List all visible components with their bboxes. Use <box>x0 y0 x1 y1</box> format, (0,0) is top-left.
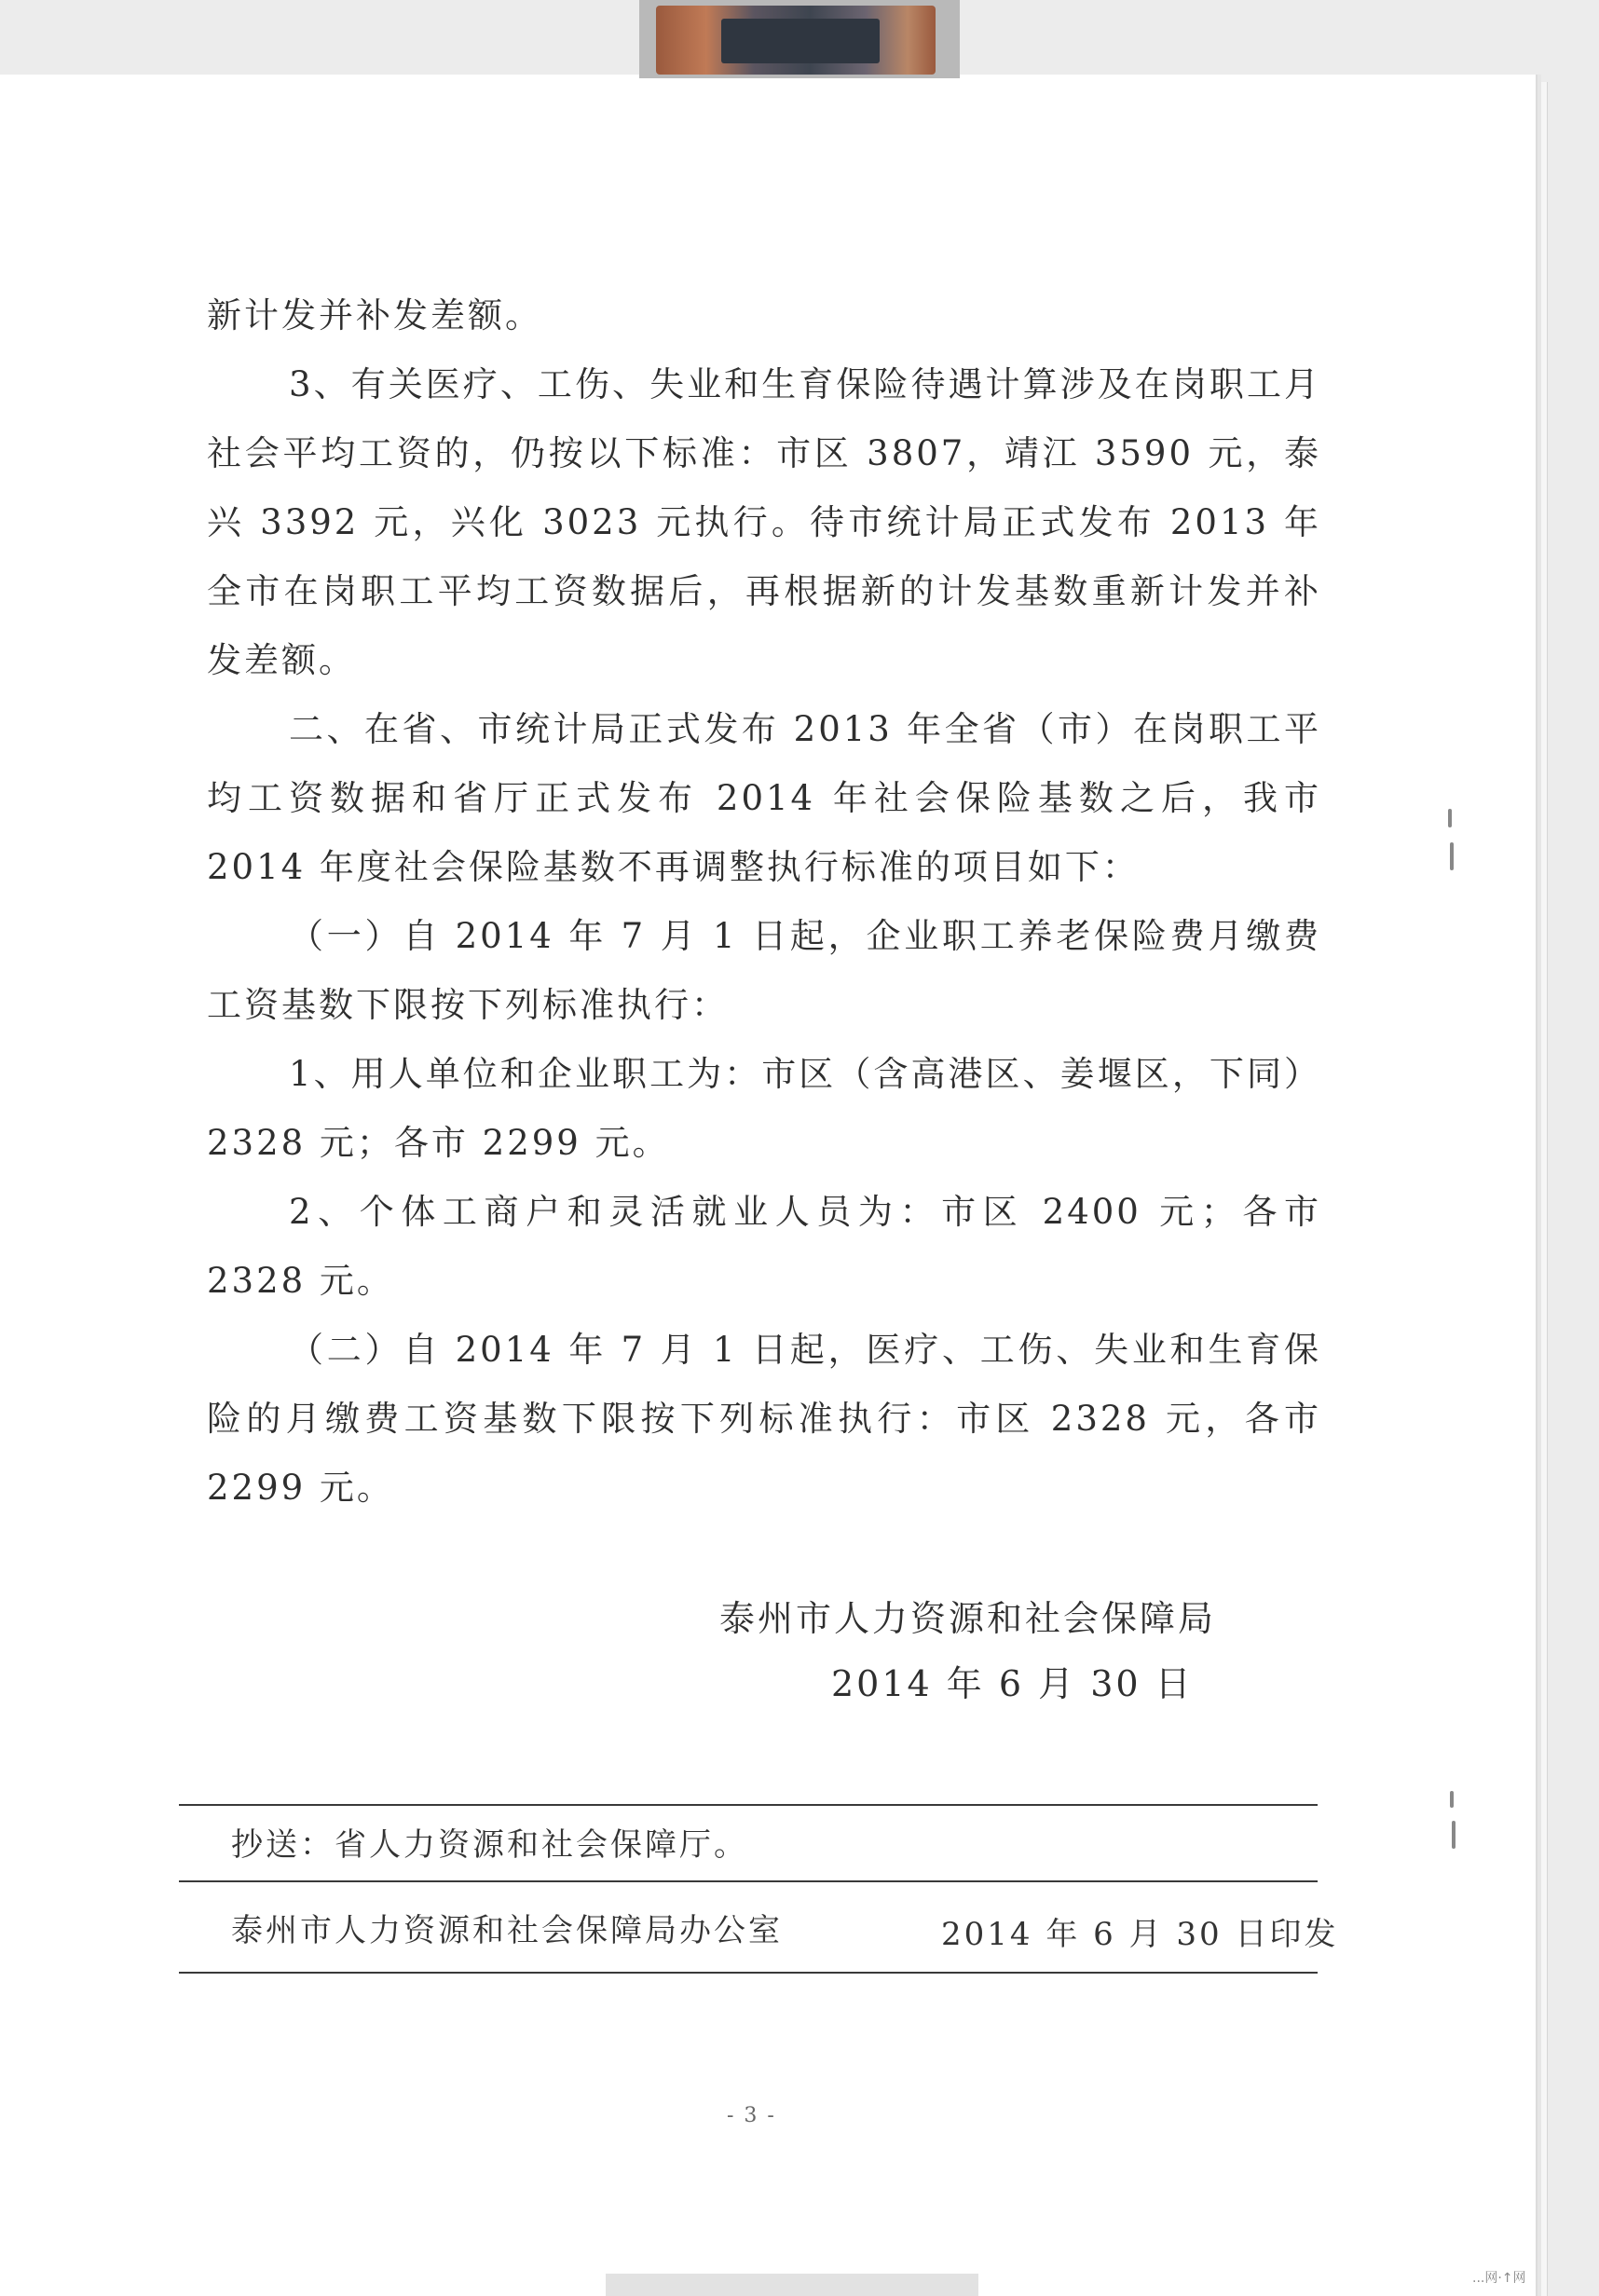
margin-mark <box>1450 1791 1454 1808</box>
issue-date: 2014 年 6 月 30 日 <box>831 1663 1194 1704</box>
paragraph: （二）自 2014 年 7 月 1 日起，医疗、工伤、失业和生育保险的月缴费工资基数下限按下列标准执行：市区 2328 元，各市 2299 元。 <box>207 1330 1321 1508</box>
binder-clip-body <box>656 6 936 75</box>
bottom-edge-strip <box>606 2274 978 2296</box>
issuer-signature: 泰州市人力资源和社会保障局 <box>719 1598 1217 1639</box>
page-number: - 3 - <box>727 2104 776 2127</box>
footer-rule-top <box>179 1804 1318 1806</box>
binder-clip <box>639 0 960 78</box>
paragraph: 3、有关医疗、工伤、失业和生育保险待遇计算涉及在岗职工月社会平均工资的，仍按以下标准：市区 3807，靖江 3590 元，泰兴 3392 元，兴化 3023 元执行。待市统计局正式发布 2013 年全市在岗职工平均工资数据后，再根据新的计发基数重新计发并补发差额。 <box>207 364 1321 680</box>
paragraph: 二、在省、市统计局正式发布 2013 年全省（市）在岗职工平均工资数据和省厅正式发布 2014 年社会保险基数之后，我市 2014 年度社会保险基数不再调整执行标准的项目如下： <box>207 709 1321 887</box>
footer-rule-middle <box>179 1880 1318 1882</box>
cc-line: 抄送：省人力资源和社会保障厅。 <box>231 1826 748 1864</box>
paragraph: 1、用人单位和企业职工为：市区（含高港区、姜堰区，下同）2328 元；各市 2299 元。 <box>207 1054 1321 1163</box>
paragraph: （一）自 2014 年 7 月 1 日起，企业职工养老保险费月缴费工资基数下限按下列标准执行： <box>207 916 1321 1025</box>
print-date: 2014 年 6 月 30 日印发 <box>941 1916 1339 1953</box>
margin-mark <box>1450 842 1454 870</box>
margin-mark <box>1448 809 1452 827</box>
paragraph: 新计发并补发差额。 <box>207 295 542 335</box>
margin-mark <box>1452 1821 1456 1849</box>
watermark: ...网·↑网 <box>1472 2271 1526 2286</box>
binder-clip-bar <box>721 19 880 63</box>
paragraph: 2、个体工商户和灵活就业人员为：市区 2400 元；各市 2328 元。 <box>207 1192 1321 1301</box>
issuing-office: 泰州市人力资源和社会保障局办公室 <box>231 1912 783 1949</box>
footer-rule-bottom <box>179 1972 1318 1974</box>
document-body <box>207 281 1321 1523</box>
